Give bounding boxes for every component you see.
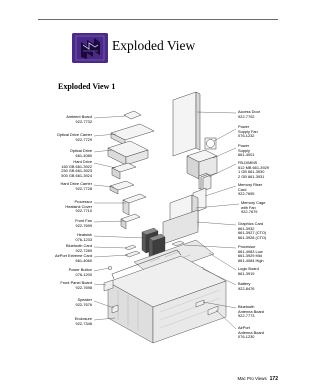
- label-front-panel-board: Front Panel Board 922-7698: [60, 280, 92, 290]
- leader-bluetooth-card: [94, 247, 127, 248]
- label-battery: Battery 922-8476: [238, 281, 255, 291]
- leader-speaker: [94, 301, 114, 308]
- leader-memory-riser: [205, 186, 236, 196]
- leader-power-supply-fan: [214, 129, 236, 141]
- label-bluetooth-antenna-board: Bluetooth Antenna Board 922-7773: [238, 304, 264, 318]
- leader-heatsink: [94, 236, 145, 238]
- label-power-supply-fan: Power Supply Fan 076-1232: [238, 124, 258, 138]
- leader-graphics-card: [197, 222, 236, 225]
- label-hard-drive: Hard Drive 160 GB 661-3922 250 GB 661-3923 500 GB 661-3924: [61, 159, 92, 178]
- leader-bluetooth-antenna: [203, 302, 236, 308]
- leader-memory-cage: [196, 204, 239, 208]
- section-title: Exploded View: [112, 38, 196, 53]
- leader-front-fan: [94, 221, 124, 222]
- label-memory-cage: Memory Cage with Fan 922-7679: [241, 200, 266, 214]
- label-power-supply: Power Supply 661-4001: [238, 143, 255, 157]
- page-number: 172: [269, 376, 278, 382]
- label-heatsink: Heatsink 076-1233: [75, 232, 92, 242]
- leader-optical-drive: [94, 150, 112, 152]
- label-fb-dimms: FB-DIMMS 512 MB 661-3929 1 GB 661-3930 2 GB 661-3931: [238, 160, 269, 179]
- label-ambient-board: Ambient Board 922-7732: [66, 114, 92, 124]
- leader-fb-dimms: [209, 164, 236, 177]
- label-front-fan: Front Fan 922-7699: [75, 218, 92, 228]
- label-bluetooth-card: Bluetooth Card 922-7289: [66, 243, 92, 253]
- leader-hard-drive: [94, 163, 116, 168]
- label-optical-drive: Optical Drive 661-4080: [69, 148, 92, 158]
- label-processor: Processor 661-4083 Low 661-3929 Mid 661-4084 High: [238, 244, 264, 263]
- label-power-button: Power Button 076-1200: [68, 267, 92, 277]
- leader-front-panel-board: [94, 284, 106, 285]
- leader-airport-antenna: [216, 310, 236, 329]
- label-speaker: Speaker 922-7676: [75, 297, 92, 307]
- leader-airport-card: [94, 255, 128, 257]
- leader-logic-board: [209, 253, 236, 270]
- leader-access-door: [197, 112, 236, 113]
- label-airport-antenna-board: AirPort Antenna Board 076-1230: [238, 325, 264, 339]
- leader-optical-drive-carrier: [94, 134, 116, 136]
- label-logic-board: Logic Board 661-3919: [238, 266, 259, 276]
- label-airport-extreme-card: AirPort Extreme Card 661-4060: [55, 253, 92, 263]
- leader-power-supply: [213, 148, 236, 158]
- leader-hard-drive-carrier: [94, 185, 114, 187]
- leader-power-button: [94, 268, 109, 271]
- label-memory-riser-card: Memory Riser Card 922-7695: [238, 182, 263, 196]
- page-footer: [237, 376, 278, 382]
- label-access-door: Access Door 922-7702: [238, 109, 261, 119]
- label-hard-drive-carrier: Hard Drive Carrier 922-7728: [60, 181, 92, 191]
- footer-product: Mac Pro Views: [237, 376, 267, 381]
- label-enclosure: Enclosure 922-7346: [74, 316, 92, 326]
- leader-ambient-board: [94, 116, 126, 118]
- leader-battery: [203, 269, 236, 285]
- leader-processor: [184, 245, 236, 248]
- label-graphics-card: Graphics Card 661-3932 661-3927 (CTO) 661-3928 (CTO): [238, 221, 267, 240]
- leader-enclosure: [94, 318, 115, 320]
- view-subtitle: Exploded View 1: [58, 82, 116, 91]
- label-processor-heatsink-cover: Processor Heatsink Cover 922-7710: [65, 199, 92, 213]
- label-optical-drive-carrier: Optical Drive Carrier 922-7729: [56, 132, 92, 142]
